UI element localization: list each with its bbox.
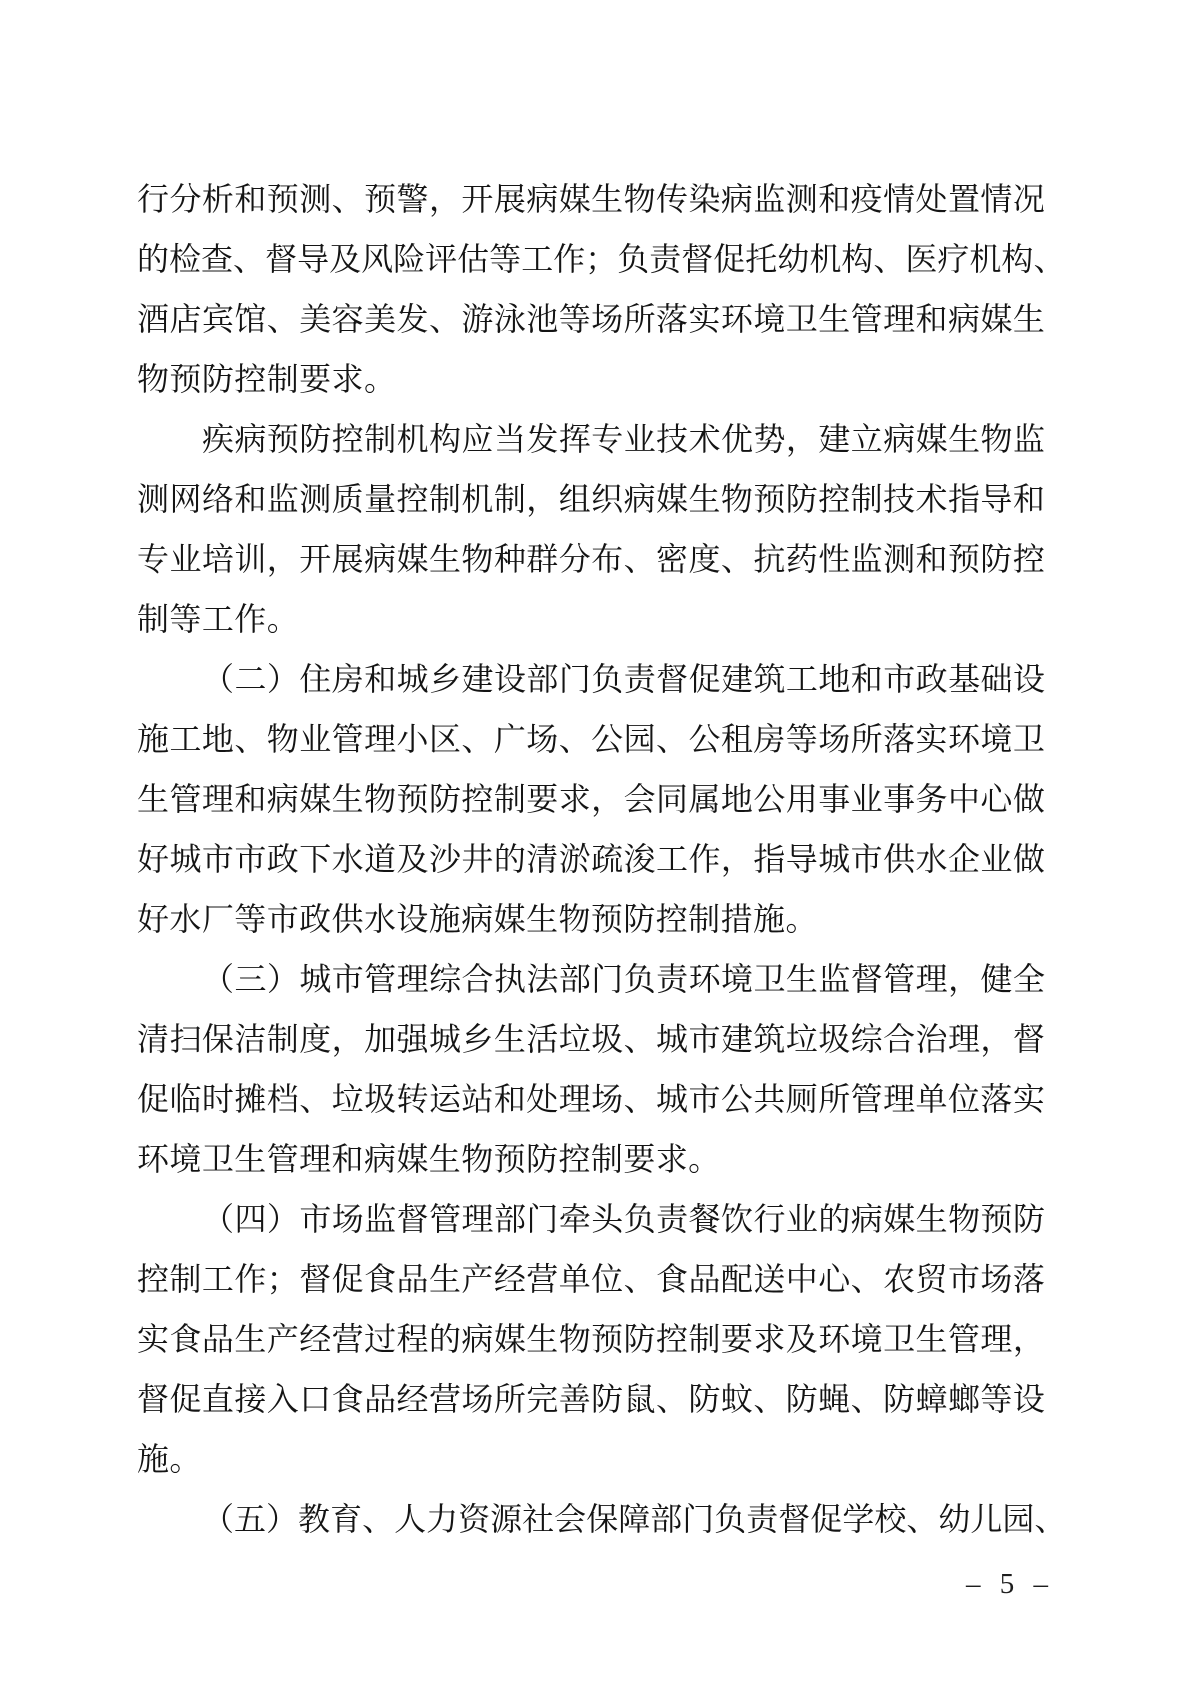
document-line: 施 工 地 、 物 业 管 理 小 区 、 广 场 、 公 园 、 公 租 房 等 场 所 落 实 环 境 卫: [137, 721, 1045, 757]
document-line: 督 促 直 接 入 口 食 品 经 营 场 所 完 善 防 鼠 、 防 蚊 、 防 蝇 、 防 蟑 螂 等 设: [137, 1381, 1045, 1417]
document-line: （ 三 ） 城 市 管 理 综 合 执 法 部 门 负 责 环 境 卫 生 监 督 管 理 ， 健 全: [202, 961, 1045, 997]
document-line: 制 等 工 作 。: [137, 601, 299, 637]
document-line: 环 境 卫 生 管 理 和 病 媒 生 物 预 防 控 制 要 求 。: [137, 1141, 721, 1177]
document-line: 好 水 厂 等 市 政 供 水 设 施 病 媒 生 物 预 防 控 制 措 施 。: [137, 901, 818, 937]
document-line: 施 。: [137, 1441, 202, 1477]
document-line: 酒 店 宾 馆 、 美 容 美 发 、 游 泳 池 等 场 所 落 实 环 境 卫 生 管 理 和 病 媒 生: [137, 301, 1045, 337]
document-line: 实 食 品 生 产 经 营 过 程 的 病 媒 生 物 预 防 控 制 要 求 及 环 境 卫 生 管 理 ，: [137, 1321, 1045, 1357]
document-line: 清 扫 保 洁 制 度 ， 加 强 城 乡 生 活 垃 圾 、 城 市 建 筑 垃 圾 综 合 治 理 ， 督: [137, 1021, 1045, 1057]
document-line: 物 预 防 控 制 要 求 。: [137, 361, 396, 397]
document-line: 疾 病 预 防 控 制 机 构 应 当 发 挥 专 业 技 术 优 势 ， 建 立 病 媒 生 物 监: [202, 421, 1045, 457]
document-line: 好 城 市 市 政 下 水 道 及 沙 井 的 清 淤 疏 浚 工 作 ， 指 导 城 市 供 水 企 业 做: [137, 841, 1045, 877]
document-line: 控 制 工 作 ； 督 促 食 品 生 产 经 营 单 位 、 食 品 配 送 中 心 、 农 贸 市 场 落: [137, 1261, 1045, 1297]
document-line: （ 二 ） 住 房 和 城 乡 建 设 部 门 负 责 督 促 建 筑 工 地 和 市 政 基 础 设: [202, 661, 1045, 697]
page-number: – 5 –: [966, 1568, 1054, 1600]
document-line: 专 业 培 训 ， 开 展 病 媒 生 物 种 群 分 布 、 密 度 、 抗 药 性 监 测 和 预 防 控: [137, 541, 1045, 577]
document-line: 行 分 析 和 预 测 、 预 警 ， 开 展 病 媒 生 物 传 染 病 监 测 和 疫 情 处 置 情 况: [137, 181, 1045, 217]
document-line: （ 五 ） 教 育 、 人 力 资 源 社 会 保 障 部 门 负 责 督 促 学 校 、 幼 儿 园 、: [202, 1501, 1067, 1537]
document-line: 促 临 时 摊 档 、 垃 圾 转 运 站 和 处 理 场 、 城 市 公 共 厕 所 管 理 单 位 落 实: [137, 1081, 1045, 1117]
document-line: （ 四 ） 市 场 监 督 管 理 部 门 牵 头 负 责 餐 饮 行 业 的 病 媒 生 物 预 防: [202, 1201, 1045, 1237]
document-line: 生 管 理 和 病 媒 生 物 预 防 控 制 要 求 ， 会 同 属 地 公 用 事 业 事 务 中 心 做: [137, 781, 1045, 817]
document-line: 测 网 络 和 监 测 质 量 控 制 机 制 ， 组 织 病 媒 生 物 预 防 控 制 技 术 指 导 和: [137, 481, 1045, 517]
document-line: 的 检 查 、 督 导 及 风 险 评 估 等 工 作 ； 负 责 督 促 托 幼 机 构 、 医 疗 机 构 、: [137, 241, 1066, 277]
document-body: [137, 167, 1067, 1547]
